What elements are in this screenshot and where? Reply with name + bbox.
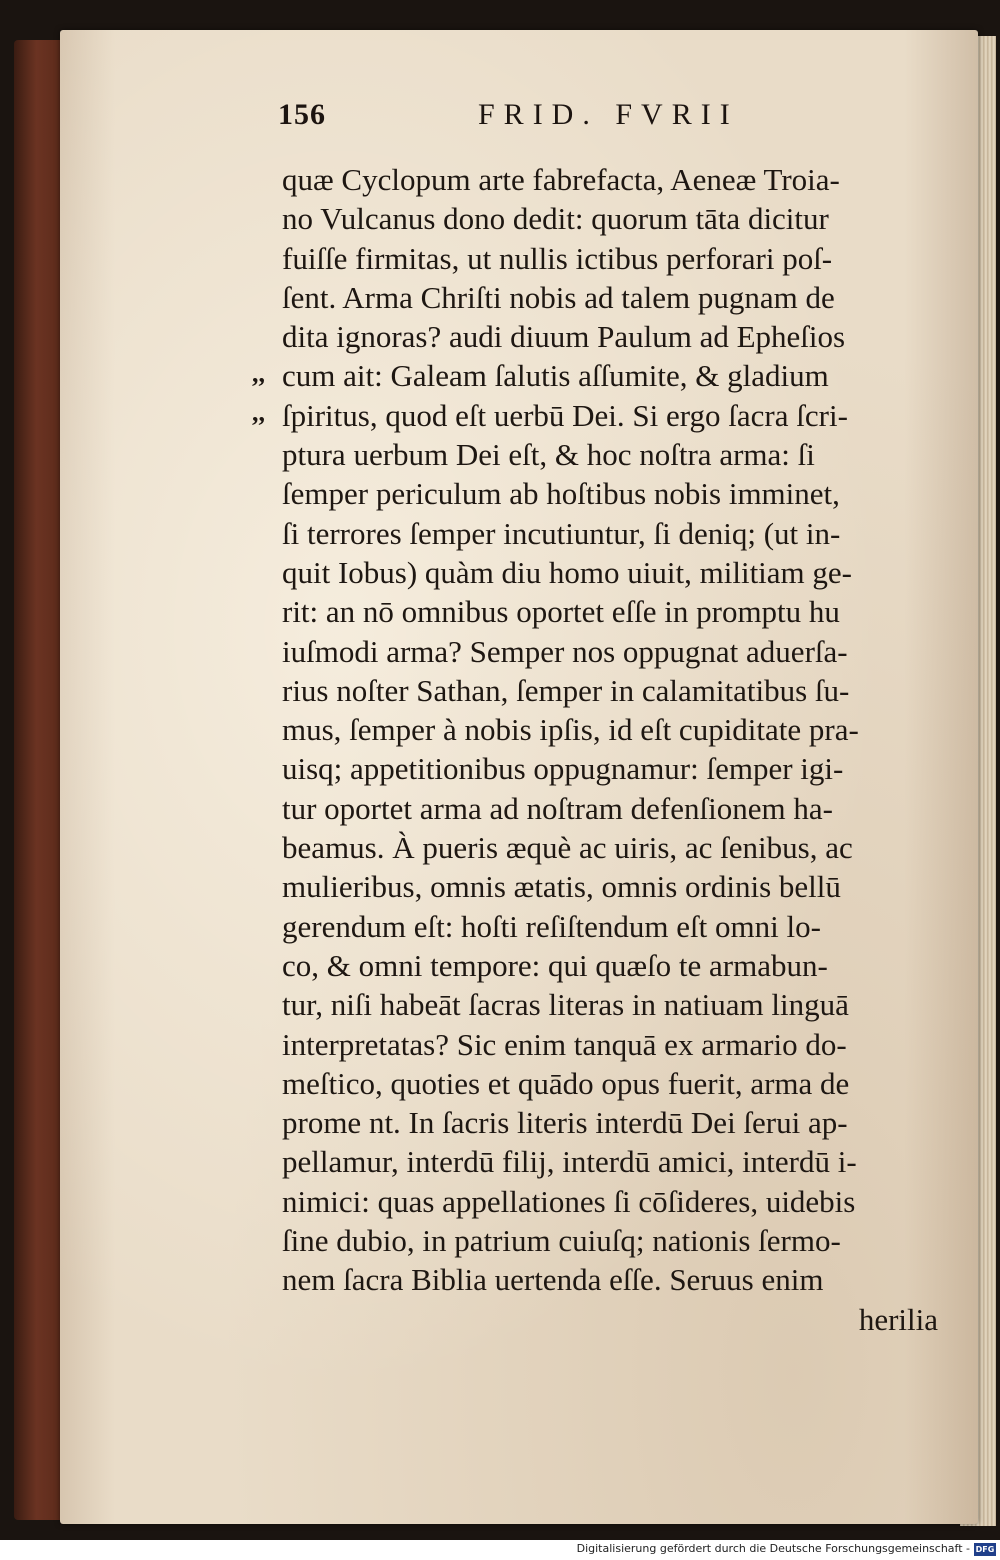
text-line: ſent. Arma Chriſti nobis ad talem pugnam de <box>282 279 835 315</box>
text-line: nimici: quas appellationes ſi cōſideres, uidebis <box>282 1183 856 1219</box>
digitization-footer <box>0 1540 1000 1560</box>
body-text <box>282 160 942 1339</box>
text-line: rius noſter Sathan, ſemper in calamitatibus ſu- <box>282 672 850 708</box>
text-line: herilia <box>858 1301 938 1337</box>
text-line: iuſmodi arma? Semper nos oppugnat aduerſa- <box>282 633 848 669</box>
text-line: dita ignoras? audi diuum Paulum ad Epheſios <box>282 319 846 355</box>
page-header <box>278 98 938 140</box>
text-line: pellamur, interdū filij, interdū amici, interdū i- <box>282 1144 857 1180</box>
text-line: gerendum eſt: hoſti reſiſtendum eſt omni lo- <box>282 908 821 944</box>
margin-quote-mark: ,, <box>252 358 265 388</box>
margin-quote-mark: ,, <box>252 397 265 427</box>
book-binding <box>14 40 64 1520</box>
text-line: nem ſacra Biblia uertenda eſſe. Seruus enim <box>282 1262 824 1298</box>
text-line: ſpiritus, quod eſt uerbū Dei. Si ergo ſacra ſcri- <box>282 397 848 433</box>
text-line: prome nt. In ſacris literis interdū Dei ſerui ap- <box>282 1105 848 1141</box>
text-line: co, & omni tempore: qui quæſo te armabun- <box>282 947 828 983</box>
dfg-logo: DFG <box>975 1545 995 1554</box>
text-line: ſine dubio, in patrium cuiuſq; nationis ſermo- <box>282 1223 841 1259</box>
text-line: uisq; appetitionibus oppugnamur: ſemper igi- <box>282 751 844 787</box>
text-line: mus, ſemper à nobis ipſis, id eſt cupiditate pra- <box>282 712 859 748</box>
page-number: 156 <box>278 98 326 131</box>
text-line: quæ Cyclopum arte fabrefacta, Aeneæ Troia- <box>282 162 840 197</box>
text-line: interpretatas? Sic enim tanquā ex armario do- <box>282 1026 847 1062</box>
text-line: no Vulcanus dono dedit: quorum tāta dicitur <box>282 201 829 237</box>
text-line: tur oportet arma ad noſtram defenſionem ha- <box>282 790 833 826</box>
running-head: FRID. FVRII <box>478 98 739 131</box>
text-line: fuiſſe firmitas, ut nullis ictibus perforari poſ- <box>282 240 833 276</box>
text-line: ptura uerbum Dei eſt, & hoc noſtra arma: ſi <box>282 437 815 473</box>
text-line: meſtico, quoties et quādo opus fuerit, arma de <box>282 1065 850 1101</box>
text-line: ſi terrores ſemper incutiuntur, ſi deniq; (ut in- <box>282 515 841 551</box>
footer-credit: Digitalisierung gefördert durch die Deutsche Forschungsgemeinschaft - <box>576 1542 970 1555</box>
text-line: quit Iobus) quàm diu homo uiuit, militiam ge- <box>282 554 853 590</box>
text-line: cum ait: Galeam ſalutis aſſumite, & gladium <box>282 358 829 394</box>
text-line: mulieribus, omnis ætatis, omnis ordinis bellū <box>282 869 841 905</box>
text-line: beamus. À pueris æquè ac uiris, ac ſenibus, ac <box>282 830 853 866</box>
text-line: ſemper periculum ab hoſtibus nobis imminet, <box>282 476 840 512</box>
text-line: rit: an nō omnibus oportet eſſe in promptu hu <box>282 594 840 630</box>
text-line: tur, niſi habeāt ſacras literas in natiuam linguā <box>282 987 849 1023</box>
